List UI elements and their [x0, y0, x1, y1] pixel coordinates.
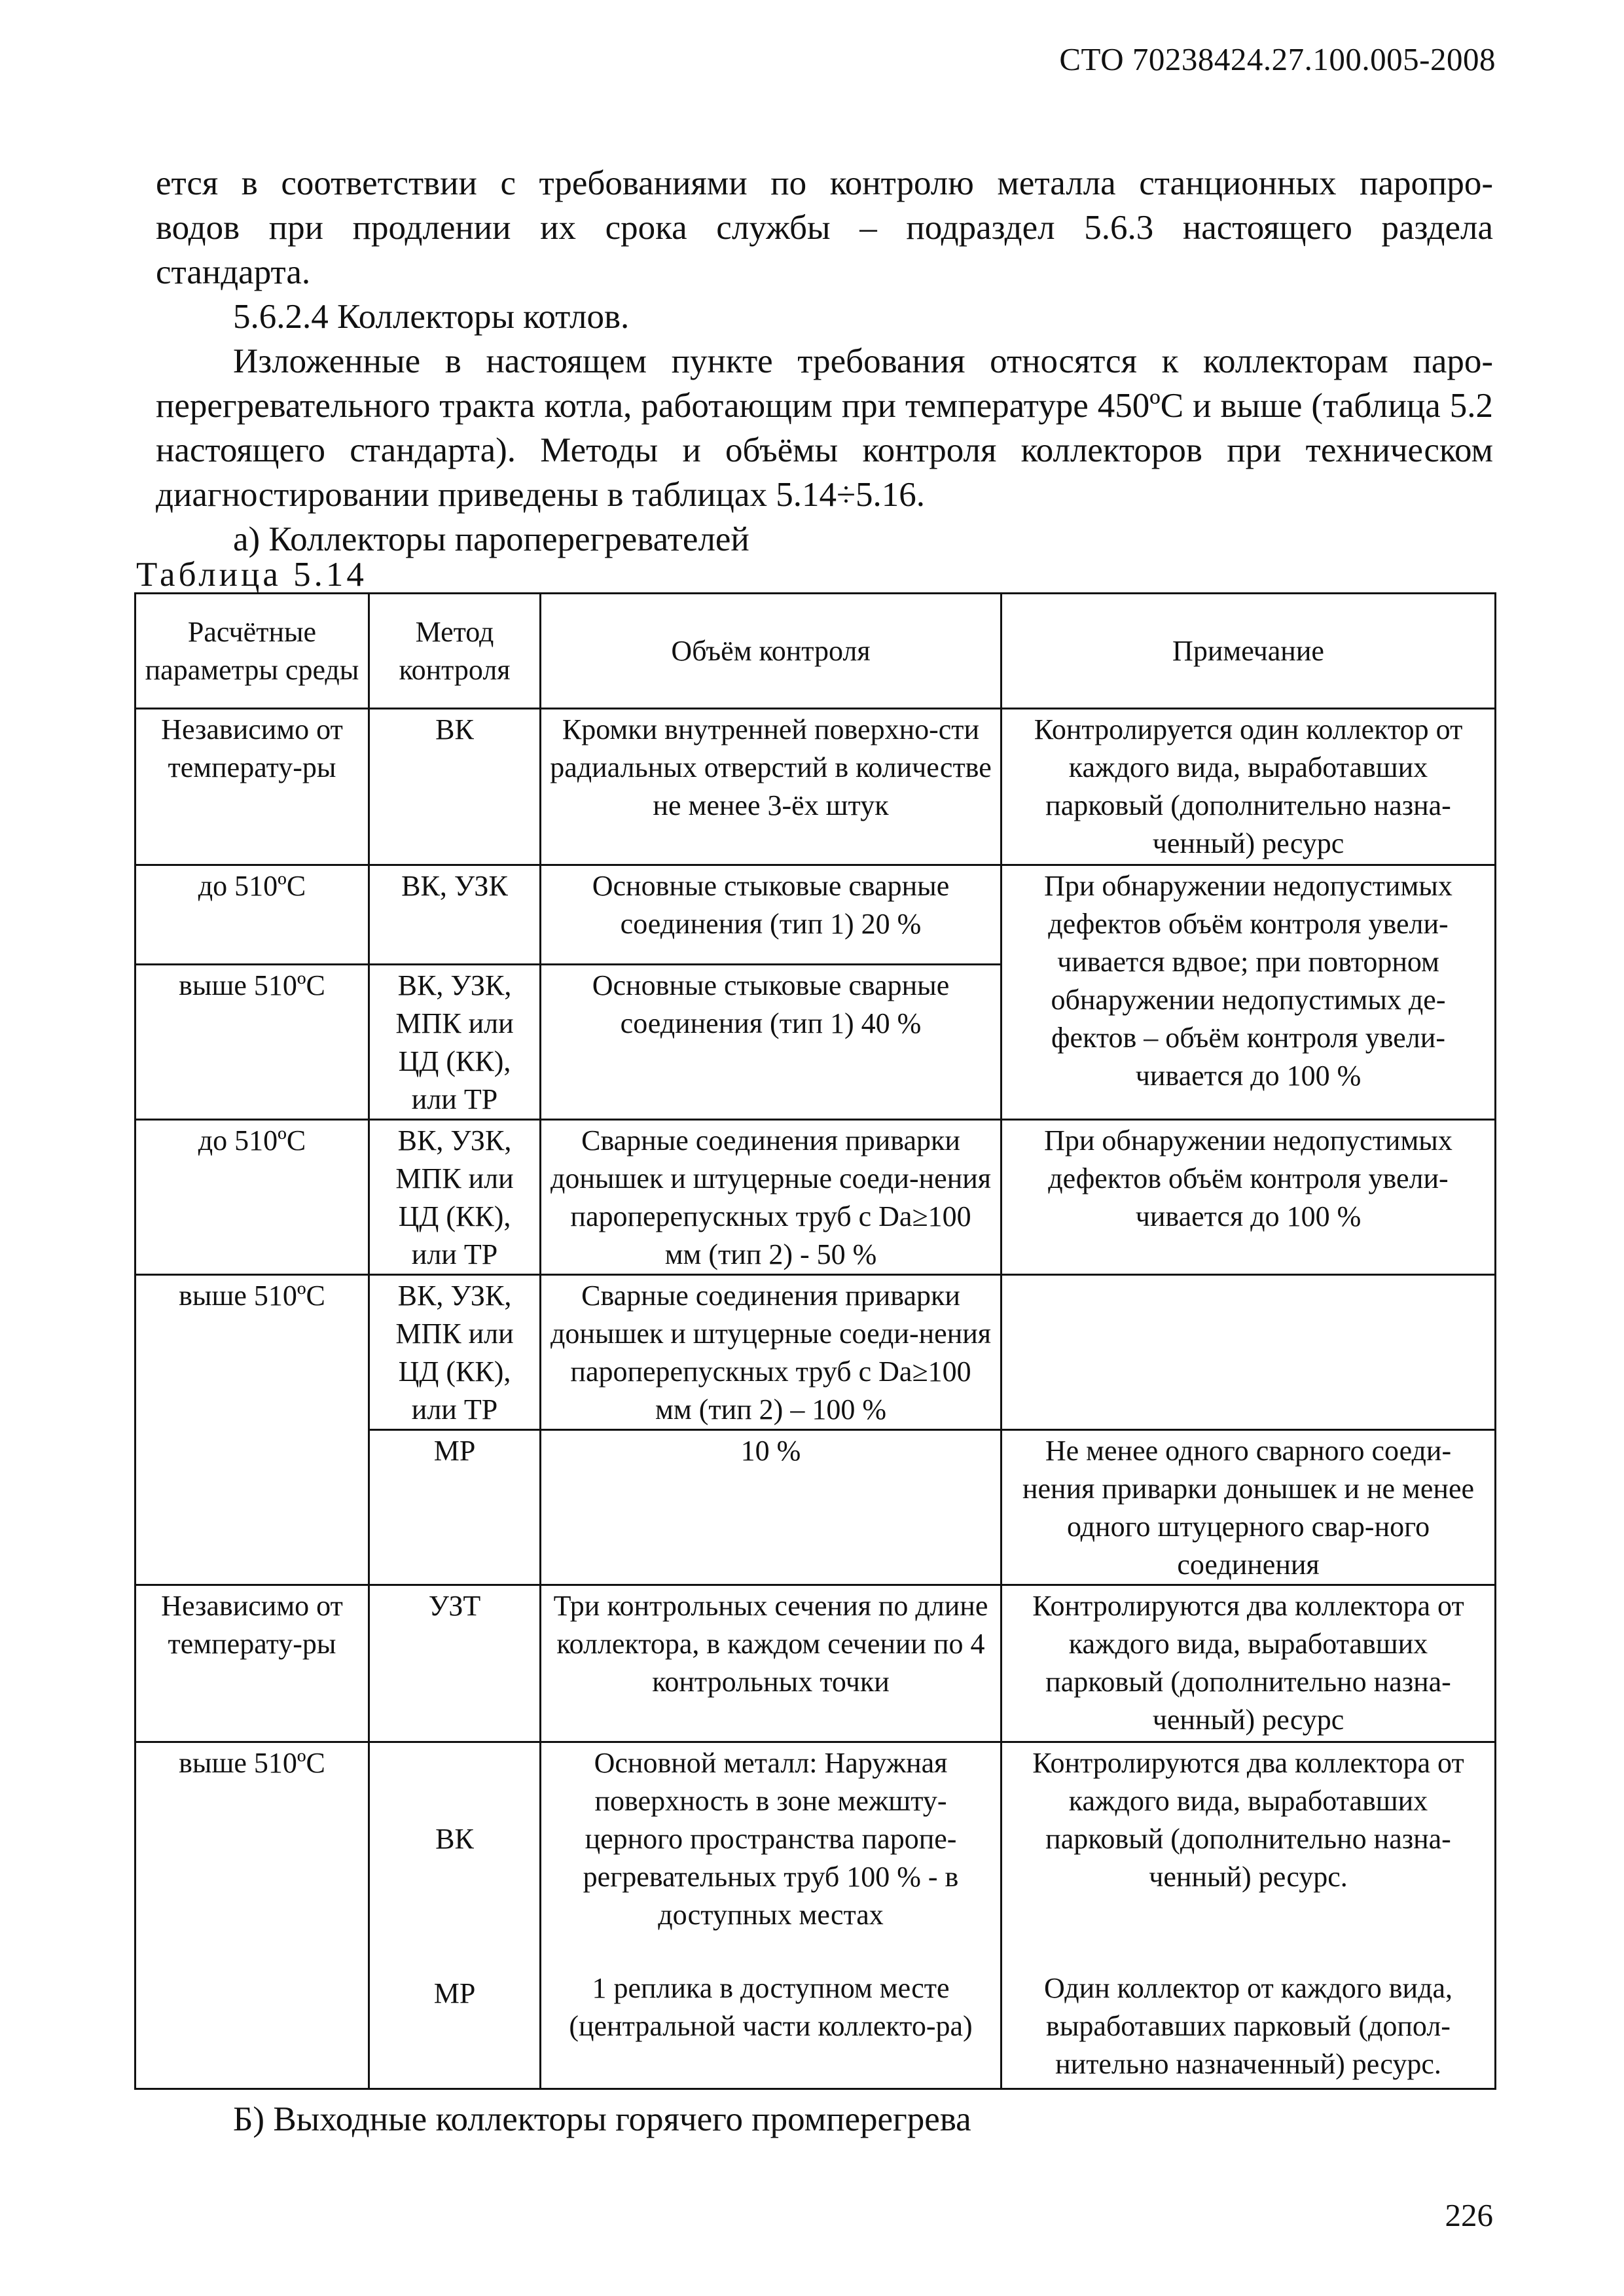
section-paragraph: Изложенные в настоящем пункте требования относятся к коллекторам паро-перегревательного тракта котла, работающим при температуре 450ºС и выше (таблица 5.2 настоящего стандарта). Методы и объёмы контроля коллекторов при техническом диагностировании приведены в таблицах 5.14÷5.16.	[156, 342, 1493, 514]
cell-volume-a: Основной металл: Наружная поверхность в зоне межшту-церного пространства паропе-регревательных труб 100 % - в доступных местах	[583, 1747, 959, 1931]
cell-method: МР	[369, 1430, 541, 1585]
cell-params: выше 510ºС	[135, 965, 369, 1120]
page-number: 226	[1445, 2197, 1493, 2233]
table-row	[135, 1585, 1496, 1742]
cell-method: ВК, УЗК	[369, 865, 541, 965]
cell-note: При обнаружении недопустимых дефектов объём контроля увели-чивается до 100 %	[1001, 1120, 1496, 1275]
table-row	[135, 865, 1496, 965]
cell-volume: Три контрольных сечения по длине коллектора, в каждом сечении по 4 контрольных точки	[541, 1585, 1001, 1742]
cell-note-a: Контролируются два коллектора от каждого вида, выработавших парковый (дополнительно назна-ченный) ресурс.	[1032, 1747, 1464, 1893]
cell-volume: Сварные соединения приварки донышек и штуцерные соеди-нения пароперепускных труб с Da≥100 мм (тип 2) - 50 %	[541, 1120, 1001, 1275]
cell-note: При обнаружении недопустимых дефектов объём контроля увели-чивается вдвое; при повторном обнаружении недопустимых де-фектов – объём контроля увели-чивается до 100 %	[1001, 865, 1496, 1120]
subsection-heading: а) Коллекторы пароперегревателей	[233, 520, 749, 558]
cell-method	[369, 1742, 541, 2089]
cell-note: Контролируется один коллектор от каждого вида, выработавших парковый (дополнительно назна-ченный) ресурс	[1001, 709, 1496, 865]
intro-line-3: стандарта.	[156, 253, 311, 291]
table-row	[135, 1120, 1496, 1275]
cell-volume: Основные стыковые сварные соединения (тип 1) 20 %	[541, 865, 1001, 965]
cell-method: УЗТ	[369, 1585, 541, 1742]
cell-method: ВК, УЗК, МПК или ЦД (КК), или ТР	[369, 965, 541, 1120]
header-volume: Объём контроля	[541, 594, 1001, 709]
cell-volume: Кромки внутренней поверхно-сти радиальных отверстий в количестве не менее 3-ёх штук	[541, 709, 1001, 865]
table-row	[135, 1275, 1496, 1430]
cell-method: ВК	[369, 709, 541, 865]
document-code: СТО 70238424.27.100.005-2008	[1059, 41, 1496, 77]
cell-volume-b: 1 реплика в доступном месте (центральной части коллекто-ра)	[569, 1972, 973, 2042]
intro-line-2: водов при продлении их срока службы – подраздел 5.6.3 настоящего раздела	[156, 209, 1493, 247]
next-section-heading: Б) Выходные коллекторы горячего промперегрева	[233, 2100, 971, 2138]
cell-volume	[541, 1742, 1001, 2089]
cell-params: до 510ºС	[135, 865, 369, 965]
cell-volume: Сварные соединения приварки донышек и штуцерные соеди-нения пароперепускных труб с Da≥100 мм (тип 2) – 100 %	[541, 1275, 1001, 1430]
cell-params: до 510ºС	[135, 1120, 369, 1275]
cell-params: выше 510ºС	[135, 1275, 369, 1585]
cell-method: ВК, УЗК, МПК или ЦД (КК), или ТР	[369, 1275, 541, 1430]
cell-note-b: Один коллектор от каждого вида, выработавших парковый (допол-нительно назначенный) ресурс.	[1044, 1972, 1453, 2080]
section-heading: 5.6.2.4 Коллекторы котлов.	[233, 298, 630, 336]
control-table	[134, 592, 1496, 2090]
cell-params: Независимо от температу-ры	[135, 709, 369, 865]
cell-volume: Основные стыковые сварные соединения (тип 1) 40 %	[541, 965, 1001, 1120]
table-row	[135, 709, 1496, 865]
header-params: Расчётные параметры среды	[135, 594, 369, 709]
intro-line-1: ется в соответствии с требованиями по контролю металла станционных паропро-	[156, 164, 1493, 202]
cell-method-a: ВК	[435, 1823, 474, 1855]
cell-note: Не менее одного сварного соеди-нения приварки донышек и не менее одного штуцерного свар-ного соединения	[1001, 1430, 1496, 1585]
header-note: Примечание	[1001, 594, 1496, 709]
cell-method: ВК, УЗК, МПК или ЦД (КК), или ТР	[369, 1120, 541, 1275]
header-method: Метод контроля	[369, 594, 541, 709]
cell-note: Контролируются два коллектора от каждого вида, выработавших парковый (дополнительно назна-ченный) ресурс	[1001, 1585, 1496, 1742]
cell-note	[1001, 1275, 1496, 1430]
table-header-row	[135, 594, 1496, 709]
cell-note	[1001, 1742, 1496, 2089]
cell-method-b: МР	[433, 1977, 476, 2009]
cell-params: выше 510ºС	[135, 1742, 369, 2089]
table-row	[135, 1742, 1496, 2089]
table-caption: Таблица 5.14	[136, 556, 367, 594]
cell-params: Независимо от температу-ры	[135, 1585, 369, 1742]
cell-volume: 10 %	[541, 1430, 1001, 1585]
